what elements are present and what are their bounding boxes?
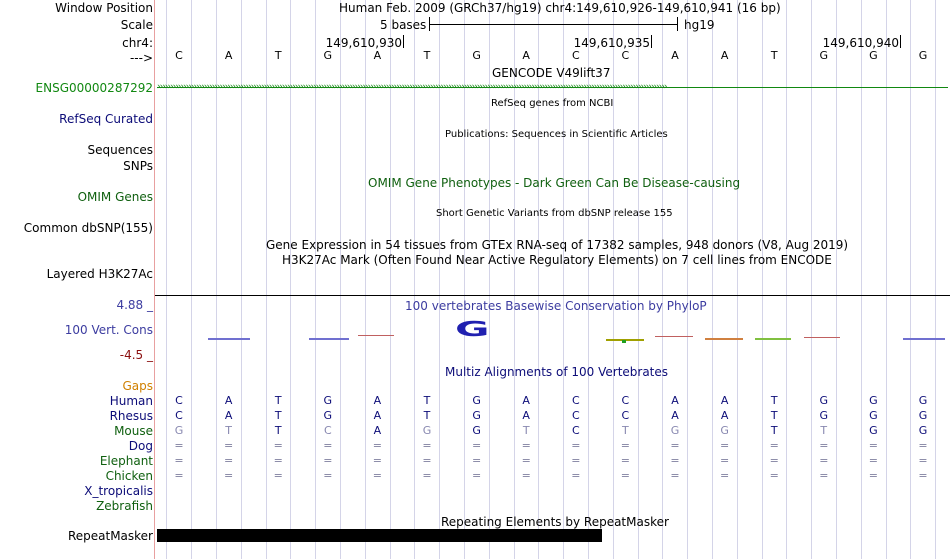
assembly-position-text: Human Feb. 2009 (GRCh37/hg19) chr4:149,610,926-149,610,941 (16 bp)	[339, 1, 781, 15]
conservation-dot	[622, 340, 626, 343]
repeatmasker-track-title[interactable]: Repeating Elements by RepeatMasker	[441, 515, 669, 529]
reference-base: A	[671, 49, 679, 62]
alignment-base: =	[273, 439, 283, 452]
gtex-track-title[interactable]: Gene Expression in 54 tissues from GTEx RNA-seq of 17382 samples, 948 donors (V8, Aug 2019)	[266, 238, 849, 252]
gaps-label[interactable]: Gaps	[122, 379, 153, 393]
reference-base: A	[522, 49, 530, 62]
alignment-base: A	[373, 409, 382, 422]
alignment-base: A	[720, 409, 729, 422]
alignment-base: =	[868, 469, 878, 482]
alignment-base: T	[274, 424, 282, 437]
alignment-base: G	[174, 424, 184, 437]
alignment-base: A	[522, 394, 530, 407]
alignment-base: =	[918, 469, 928, 482]
alignment-base: T	[820, 424, 828, 437]
alignment-base: G	[918, 409, 928, 422]
alignment-base: T	[770, 409, 778, 422]
h3k27ac-baseline	[155, 295, 950, 296]
alignment-base: G	[472, 394, 481, 407]
alignment-base: A	[373, 424, 382, 437]
alignment-base: =	[769, 439, 779, 452]
alignment-base: =	[571, 454, 581, 467]
alignment-base: G	[422, 424, 432, 437]
alignment-base: =	[670, 454, 680, 467]
alignment-base: =	[819, 439, 829, 452]
scale-bases-text: 5 bases	[380, 18, 427, 32]
alignment-base: =	[868, 439, 878, 452]
alignment-base: G	[869, 394, 878, 407]
species-label[interactable]: X_tropicalis	[84, 484, 153, 498]
alignment-base: =	[868, 454, 878, 467]
alignment-base: =	[620, 439, 630, 452]
label-column-divider	[154, 0, 155, 559]
alignment-base: A	[373, 394, 382, 407]
chrom-label: chr4:	[122, 36, 153, 50]
alignment-base: A	[671, 394, 679, 407]
reference-base: T	[274, 49, 282, 62]
conservation-signal	[208, 338, 250, 340]
alignment-base: G	[819, 409, 829, 422]
alignment-base: T	[770, 424, 778, 437]
alignment-base: =	[323, 454, 333, 467]
scale-bar-left-tick	[429, 17, 430, 31]
alignment-base: =	[620, 469, 630, 482]
reference-base: A	[224, 49, 233, 62]
alignment-base: =	[471, 439, 482, 452]
species-label[interactable]: Zebrafish	[96, 499, 153, 513]
reference-base: T	[423, 49, 431, 62]
window-position-label: Window Position	[55, 1, 153, 15]
position-tick-label: 149,610,930	[325, 36, 402, 50]
phylop-track-title[interactable]: 100 vertebrates Basewise Conservation by PhyloP	[405, 299, 707, 313]
alignment-base: =	[521, 454, 531, 467]
reference-base: C	[621, 49, 630, 62]
alignment-base: =	[918, 439, 928, 452]
conservation-signal	[705, 338, 743, 340]
alignment-base: T	[522, 424, 530, 437]
alignment-base: =	[918, 454, 928, 467]
alignment-base: =	[769, 469, 779, 482]
refseq-curated-label[interactable]: RefSeq Curated	[59, 112, 153, 126]
position-tick	[651, 35, 652, 48]
species-label[interactable]: Dog	[128, 439, 153, 453]
reference-base: C	[571, 49, 580, 62]
alignment-base: G	[670, 424, 680, 437]
refseq-track-title[interactable]: RefSeq genes from NCBI	[491, 98, 614, 109]
conservation-signal	[655, 336, 693, 337]
reference-base: G	[472, 49, 481, 62]
alignment-base: G	[323, 394, 333, 407]
alignment-base: =	[719, 454, 730, 467]
alignment-base: C	[571, 409, 580, 422]
alignment-base: =	[521, 439, 531, 452]
repeatmasker-element[interactable]	[157, 529, 602, 542]
omim-track-title[interactable]: OMIM Gene Phenotypes - Dark Green Can Be Disease-causing	[368, 176, 741, 190]
alignment-base: G	[918, 424, 928, 437]
alignment-base: A	[224, 409, 233, 422]
alignment-base: T	[423, 394, 431, 407]
alignment-base: =	[174, 439, 184, 452]
alignment-base: A	[720, 394, 729, 407]
alignment-base: G	[869, 424, 878, 437]
alignment-base: T	[274, 409, 282, 422]
species-label[interactable]: Rhesus	[109, 409, 153, 423]
alignment-base: T	[274, 394, 282, 407]
alignment-base: A	[224, 394, 233, 407]
alignment-base: G	[472, 409, 481, 422]
alignment-base: =	[323, 439, 333, 452]
alignment-base: =	[471, 469, 482, 482]
reference-base: G	[869, 49, 878, 62]
alignment-base: =	[223, 454, 234, 467]
alignment-base: =	[471, 454, 482, 467]
scale-bar	[429, 24, 677, 25]
publications-sequences-label[interactable]: Sequences	[87, 143, 153, 157]
position-tick	[900, 35, 901, 48]
alignment-base: =	[422, 439, 432, 452]
alignment-base: G	[720, 424, 729, 437]
alignment-base: =	[719, 439, 730, 452]
snps-label[interactable]: SNPs	[123, 159, 153, 173]
species-label[interactable]: Human	[109, 394, 153, 408]
gencode-gene-line	[157, 87, 948, 88]
alignment-base: =	[819, 469, 829, 482]
conservation-signal	[804, 337, 840, 338]
alignment-base: =	[422, 454, 432, 467]
conservation-signal	[309, 338, 349, 340]
repeatmasker-label[interactable]: RepeatMasker	[67, 529, 153, 543]
species-label[interactable]: Chicken	[105, 469, 153, 483]
alignment-base: A	[522, 409, 530, 422]
scale-label: Scale	[120, 18, 153, 32]
species-label[interactable]: Mouse	[114, 424, 153, 438]
alignment-base: =	[223, 469, 234, 482]
conservation-glyph-g: G	[455, 317, 490, 341]
dbsnp-track-title[interactable]: Short Genetic Variants from dbSNP release 155	[436, 208, 673, 219]
phylop-max-label: 4.88 _	[116, 298, 153, 312]
omim-genes-label[interactable]: OMIM Genes	[77, 190, 153, 204]
alignment-base: =	[174, 469, 184, 482]
scale-bar-right-tick	[677, 17, 678, 31]
alignment-base: =	[223, 439, 234, 452]
reference-base: A	[720, 49, 729, 62]
position-tick	[403, 35, 404, 48]
conservation-signal	[358, 335, 394, 336]
alignment-base: C	[571, 394, 580, 407]
alignment-base: =	[719, 469, 730, 482]
alignment-base: =	[273, 469, 283, 482]
alignment-base: T	[770, 394, 778, 407]
reference-base: C	[175, 49, 183, 62]
alignment-base: C	[621, 409, 630, 422]
reference-base: A	[373, 49, 382, 62]
alignment-base: =	[670, 469, 680, 482]
alignment-base: =	[521, 469, 531, 482]
gene-strand-chevrons: ››››››››››››››››››››››››››››››››››››››››››››››››››››››››››››››››››››››››››››››››››››››››››››››››››››››››››››››››››››››››››››››››››››››››››››››››››››››››››››››››››››››››››››››››››››››››››››››››››››	[157, 82, 667, 92]
phylop-track-label[interactable]: 100 Vert. Cons	[64, 323, 153, 337]
h3k27ac-track-title[interactable]: H3K27Ac Mark (Often Found Near Active Regulatory Elements) on 7 cell lines from ENCODE	[282, 253, 832, 267]
alignment-base: C	[175, 409, 183, 422]
alignment-base: C	[621, 394, 630, 407]
alignment-base: =	[323, 469, 333, 482]
reference-base: G	[819, 49, 829, 62]
alignment-base: =	[372, 439, 382, 452]
layered-h3k27ac-label[interactable]: Layered H3K27Ac	[46, 267, 153, 281]
reference-base: G	[918, 49, 928, 62]
alignment-base: C	[175, 394, 183, 407]
alignment-base: =	[174, 454, 184, 467]
alignment-base: =	[422, 469, 432, 482]
alignment-base: =	[571, 469, 581, 482]
alignment-base: =	[769, 454, 779, 467]
alignment-base: =	[670, 439, 680, 452]
conservation-signal	[755, 338, 791, 340]
alignment-base: =	[620, 454, 630, 467]
reference-base: T	[770, 49, 778, 62]
position-tick-label: 149,610,935	[573, 36, 650, 50]
gene-label-ensg[interactable]: ENSG00000287292	[35, 81, 153, 95]
alignment-base: T	[225, 424, 232, 437]
phylop-min-label: -4.5 _	[119, 348, 153, 362]
alignment-base: G	[869, 409, 878, 422]
alignment-base: G	[819, 394, 829, 407]
conservation-signal	[903, 338, 945, 340]
strand-arrow-label: --->	[129, 51, 153, 65]
alignment-base: T	[622, 424, 629, 437]
alignment-base: A	[671, 409, 679, 422]
reference-base: G	[323, 49, 333, 62]
alignment-base: =	[372, 454, 382, 467]
gencode-track-title[interactable]: GENCODE V49lift37	[492, 66, 611, 80]
alignment-base: G	[323, 409, 333, 422]
multiz-track-title[interactable]: Multiz Alignments of 100 Vertebrates	[445, 365, 669, 379]
publications-track-title[interactable]: Publications: Sequences in Scientific Articles	[445, 129, 668, 140]
common-dbsnp-label[interactable]: Common dbSNP(155)	[23, 221, 153, 235]
position-tick-label: 149,610,940	[822, 36, 899, 50]
alignment-base: C	[323, 424, 332, 437]
alignment-base: =	[571, 439, 581, 452]
alignment-base: =	[273, 454, 283, 467]
species-label[interactable]: Elephant	[99, 454, 153, 468]
scale-db-text: hg19	[684, 18, 715, 32]
alignment-base: =	[819, 454, 829, 467]
alignment-base: =	[372, 469, 382, 482]
alignment-base: G	[918, 394, 928, 407]
alignment-base: T	[423, 409, 431, 422]
alignment-base: C	[571, 424, 580, 437]
alignment-base: G	[472, 424, 481, 437]
